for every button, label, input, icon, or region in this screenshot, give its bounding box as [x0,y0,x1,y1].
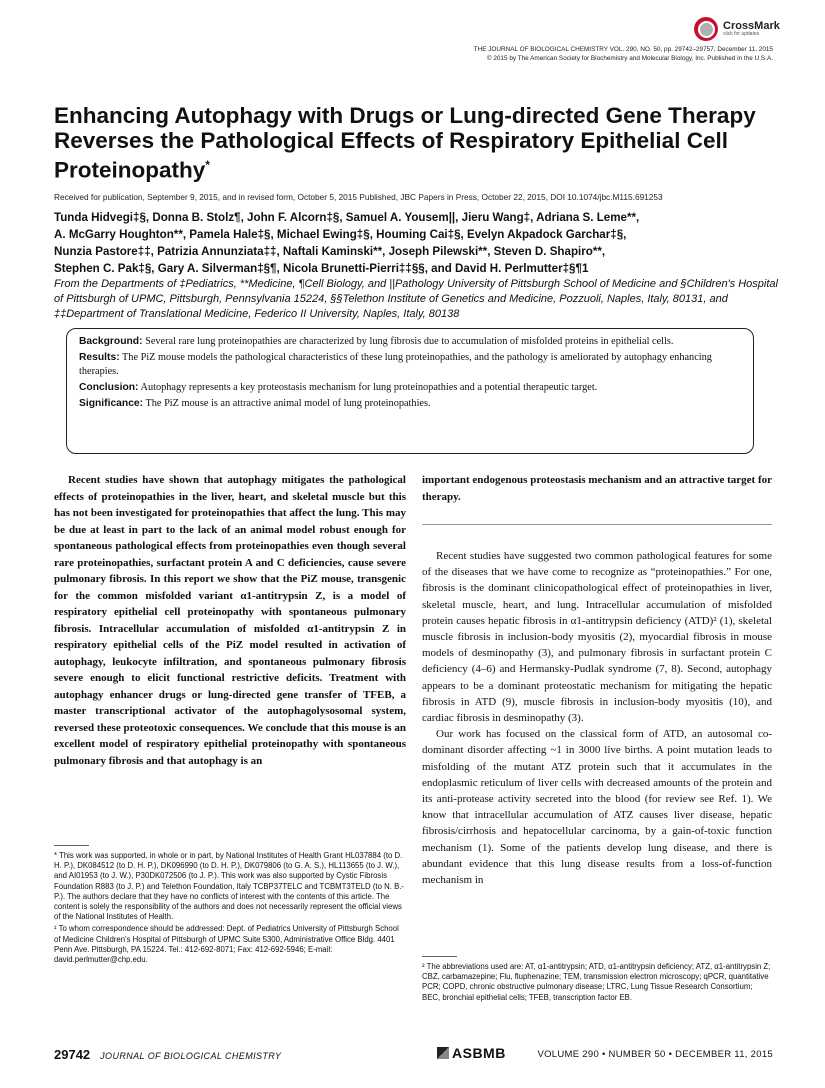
asbmb-label: ASBMB [452,1045,506,1061]
footer-issue: VOLUME 290 • NUMBER 50 • DECEMBER 11, 2015 [537,1049,773,1060]
footnotes-left [54,851,406,967]
asbmb-logo [437,1045,506,1061]
author-line: Tunda Hidvegi‡§, Donna B. Stolz¶, John F. Alcorn‡§, Samuel A. Yousem||, Jieru Wang‡, Adriana S. Leme**, [54,211,640,224]
summary-text: Several rare lung proteinopathies are characterized by lung fibrosis due to accumulation of misfolded proteins in epithelial cells. [145,336,674,347]
author-list [54,209,779,277]
title-footnote-mark[interactable]: * [205,158,210,172]
abstract-divider [422,524,772,525]
author-line: Stephen C. Pak‡§, Gary A. Silverman‡§¶, Nicola Brunetti-Pierri‡‡§§, and David H. Perlmutter‡§¶1 [54,262,589,275]
summary-label: Significance: [79,398,144,409]
body-paragraph: Our work has focused on the classical form of ATD, an autosomal co-dominant disorder affecting ~1 in 3000 live births. A point mutation leads to misfolding of the mutant ATZ protein such that it accumulates in the endoplasmic reticulum of liver cells with decreased amounts of the protein and its anti-protease activity secreted into the blood (for review see Ref. 1). We know that intracellular accumulation of ATZ causes liver disease, hepatic fibrosis/cirrhosis and hepatocellular carcinoma, by a gain-of-toxic function mechanism (1). Some of the patients develop lung disease, and there is abundant evidence that this lung disease results from a loss-of-function mechanism in [422,728,772,887]
footnote-correspondence[interactable]: ¹ To whom correspondence should be addressed: Dept. of Pediatrics University of Pittsburgh School of Medicine Children's Hospital of Pittsburgh of UPMC Suite 5300, Administrative Office Bldg. 4401 Penn Ave. Pittsburgh, PA 15224. Tel.: 412-692-8071; Fax: 412-692-5946; E-mail: david.perlmutter@chp.edu. [54,924,399,965]
summary-text: The PiZ mouse is an attractive animal model of lung proteinopathies. [145,398,431,409]
summary-label: Background: [79,336,143,347]
summary-conclusion [79,381,741,395]
summary-label: Conclusion: [79,382,139,393]
author-line: A. McGarry Houghton**, Pamela Hale‡§, Michael Ewing‡§, Houming Cai‡§, Evelyn Akpadock Garchar‡§, [54,228,627,241]
body-paragraph: Recent studies have suggested two common pathological features for some of the diseases that we have come to recognize as “proteinopathies.” For one, fibrosis is the dominant clinicopathological effect of proteinopathies in liver, skeletal muscle, heart, and lung. Intracellular accumulation of misfolded protein causes hepatic fibrosis in α1-antitrypsin deficiency (ATD)² (1), skeletal muscle fibrosis in inclusion-body myositis (2), myocardial fibrosis in mouse models of desminopathy (3), and pulmonary fibrosis in surfactant protein C deficiency (4–6) and Hermansky-Pudlak syndrome (7, 8). Second, autophagy appears to be a dominant proteostatic mechanism for mitigating the hepatic fibrosis in ATD (9), muscle fibrosis in inclusion-body myositis (10), and cardiac fibrosis in desminopathy (3). [422,550,772,725]
footnote-abbreviations: ² The abbreviations used are: AT, α1-antitrypsin; ATD, α1-antitrypsin deficiency; ATZ, α1-antitrypsin Z; CBZ, carbamazepine; Flu, fluphenazine; TEM, transmission electron microscopy; qPCR, quantitative PCR; COPD, chronic obstructive pulmonary disease; LTRC, Lung Tissue Research Consortium; BEC, bronchial epithelial cells; TFEB, transcription factor EB. [422,962,771,1002]
summary-text: The PiZ mouse models the pathological characteristics of these lung proteinopathies, and the pathology is ameliorated by autophagy enhancing therapies. [79,352,712,377]
affiliations: From the Departments of ‡Pediatrics, **Medicine, ¶Cell Biology, and ||Pathology University of Pittsburgh School of Medicine and §Children's Hospital of Pittsburgh of UPMC, Pittsburgh, Pennsylvania 15224, §§Telethon Institute of Genetics and Medicine, Pozzuoli, Naples, Italy, 80131, and ‡‡Department of Translational Medicine, Federico II University, Naples, Italy, 80138 [54,278,778,320]
crossmark-badge[interactable] [694,16,814,42]
summary-box [66,328,754,454]
footnote-divider [422,956,457,957]
page-number: 29742 [54,1047,91,1062]
crossmark-label: CrossMark [723,20,780,32]
footnote-funding: * This work was supported, in whole or in part, by National Institutes of Health Grant HL037884 (to D. H. P.), DK084512 (to D. H. P.), DK096990 (to D. H. P.), DK079806 (to G. A. S.), HL113655 (to J. W.), and AI01953 (to J. W.), P30DK072506 (to J. P.). This work was also supported by Cystic Fibrosis Foundation R883 (to J. P.) and Telethon Foundation, Italy TCBP37TELC and TCBMT3TELD (to N. B.-P.). The authors declare that they have no conflicts of interest with the contents of this article. The content is solely the responsibility of the authors and does not necessarily represent the official views of the National Institutes of Health. [54,851,405,922]
body-text [422,548,772,888]
abstract-left: Recent studies have shown that autophagy mitigates the pathological effects of proteinopathies in the liver, heart, and skeletal muscle but this has not been investigated for proteinopathies that affect the lung. This may be due at least in part to the lack of an animal model robust enough for spontaneous pathological effects from proteinopathies even though several rare proteinopathies, surfactant protein A and C deficiencies, cause severe pulmonary fibrosis. In this report we show that the PiZ mouse, transgenic for the common misfolded variant α1-antitrypsin Z, is a model of respiratory epithelial cell proteinopathy with spontaneous pulmonary fibrosis. Intracellular accumulation of misfolded α1-antitrypsin Z in respiratory epithelial cells of the PiZ model resulted in activation of autophagy, leukocyte infiltration, and spontaneous pulmonary fibrosis severe enough to elicit functional restrictive deficits. Treatment with autophagy enhancer drugs or lung-directed gene transfer of TFEB, a master transcriptional activator of the autophagolysosomal system, reversed these proteotoxic consequences. We conclude that this mouse is an excellent model of respiratory epithelial proteinopathy with spontaneous pulmonary fibrosis and that autophagy is an [54,474,406,767]
footnote-divider [54,845,89,846]
crossmark-sub: click for updates [723,31,760,37]
article-title [54,103,774,183]
copyright-line: © 2015 by The American Society for Biochemistry and Molecular Biology, Inc. Published in the U.S.A. [486,55,773,62]
article-title-text: Enhancing Autophagy with Drugs or Lung-directed Gene Therapy Reverses the Pathological Effects of Respiratory Epithelial Cell Proteinopathy [54,103,756,183]
author-line: Nunzia Pastore‡‡, Patrizia Annunziata‡‡, Naftali Kaminski**, Joseph Pilewski**, Steven D. Shapiro**, [54,245,606,258]
crossmark-icon [694,17,718,41]
abstract-right: important endogenous proteostasis mechanism and an attractive target for therapy. [422,474,772,503]
summary-label: Results: [79,352,120,363]
summary-background [79,335,741,349]
journal-citation: THE JOURNAL OF BIOLOGICAL CHEMISTRY VOL. 290, NO. 50, pp. 29742–29757, December 11, 2015 [473,46,773,53]
footer-journal: JOURNAL OF BIOLOGICAL CHEMISTRY [100,1051,282,1061]
footer-left [54,1047,281,1062]
summary-text: Autophagy represents a key proteostasis mechanism for lung proteinopathies and a potential therapeutic target. [140,382,598,393]
received-line: Received for publication, September 9, 2015, and in revised form, October 5, 2015 Published, JBC Papers in Press, October 22, 2015, DOI 10.1074/jbc.M115.691253 [54,192,663,202]
asbmb-icon [437,1047,449,1059]
summary-results [79,351,741,379]
summary-significance [79,397,741,411]
